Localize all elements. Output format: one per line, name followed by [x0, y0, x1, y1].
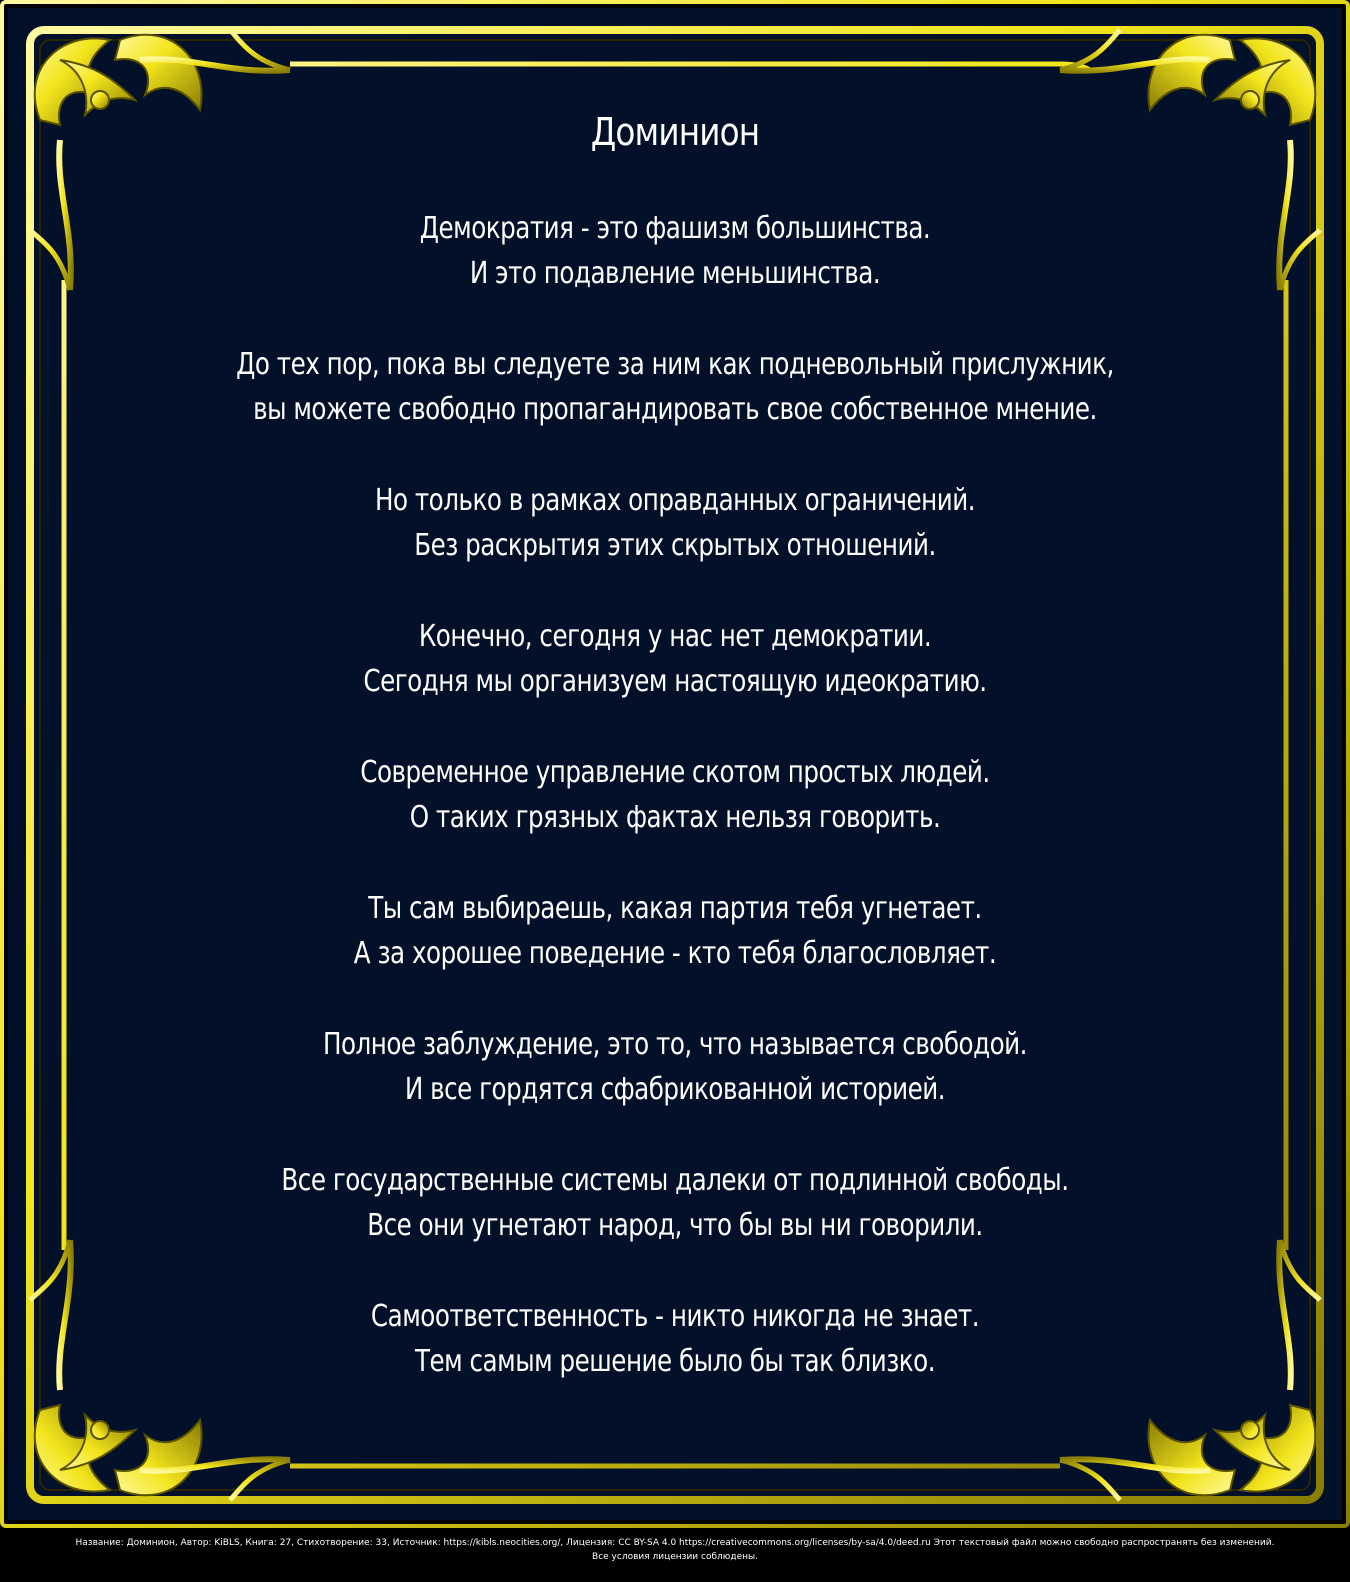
stanza	[100, 1158, 1250, 1248]
poem-line: Без раскрытия этих скрытых отношений.	[414, 528, 936, 563]
poem-line: О таких грязных фактах нельзя говорить.	[409, 800, 941, 835]
poem-stanzas	[100, 206, 1250, 1384]
poem-line: вы можете свободно пропагандировать свое собственное мнение.	[253, 392, 1097, 427]
poem-line: Все они угнетают народ, что бы вы ни говорили.	[367, 1208, 983, 1243]
poem-line: Тем самым решение было бы так близко.	[414, 1344, 936, 1379]
poem-line: Сегодня мы организуем настоящую идеократию.	[363, 664, 987, 699]
stanza	[100, 206, 1250, 296]
poem-line: Современное управление скотом простых людей.	[360, 755, 990, 790]
poem-line: Полное заблуждение, это то, что называется свободой.	[322, 1027, 1027, 1062]
stanza	[100, 614, 1250, 704]
stanza	[100, 1294, 1250, 1384]
poem-line: И все гордятся сфабрикованной историей.	[404, 1072, 946, 1107]
stanza	[100, 478, 1250, 568]
license-text: Название: Доминион, Автор: KiBLS, Книга: 27, Стихотворение: 33, Источник: https://kibls.neocities.org/, Лицензия: CC BY-SA 4.0 https://creativecommons.org/licenses/by-sa/4.0/deed.ru Этот текстовый файл можно свободно распространять без изменений.	[75, 1538, 1275, 1548]
poem-line: А за хорошее поведение - кто тебя благословляет.	[353, 936, 997, 971]
poem-line: Самоответственность - никто никогда не знает.	[370, 1299, 980, 1334]
poem-line: Демократия - это фашизм большинства.	[419, 211, 931, 246]
stanza	[100, 342, 1250, 432]
poem	[100, 100, 1250, 1420]
poem-line: Все государственные системы далеки от подлинной свободы.	[281, 1163, 1069, 1198]
poem-title: Доминион	[590, 110, 760, 154]
poem-line: Конечно, сегодня у нас нет демократии.	[418, 619, 932, 654]
stanza	[100, 1022, 1250, 1112]
license-footer	[0, 1536, 1350, 1564]
poem-line: И это подавление меньшинства.	[469, 256, 881, 291]
poem-line: До тех пор, пока вы следуете за ним как подневольный прислужник,	[236, 347, 1114, 382]
poem-line: Ты сам выбираешь, какая партия тебя угнетает.	[368, 891, 982, 926]
stanza	[100, 750, 1250, 840]
poem-line: Но только в рамках оправданных ограничений.	[374, 483, 976, 518]
stanza	[100, 886, 1250, 976]
license-note: Все условия лицензии соблюдены.	[592, 1552, 758, 1562]
